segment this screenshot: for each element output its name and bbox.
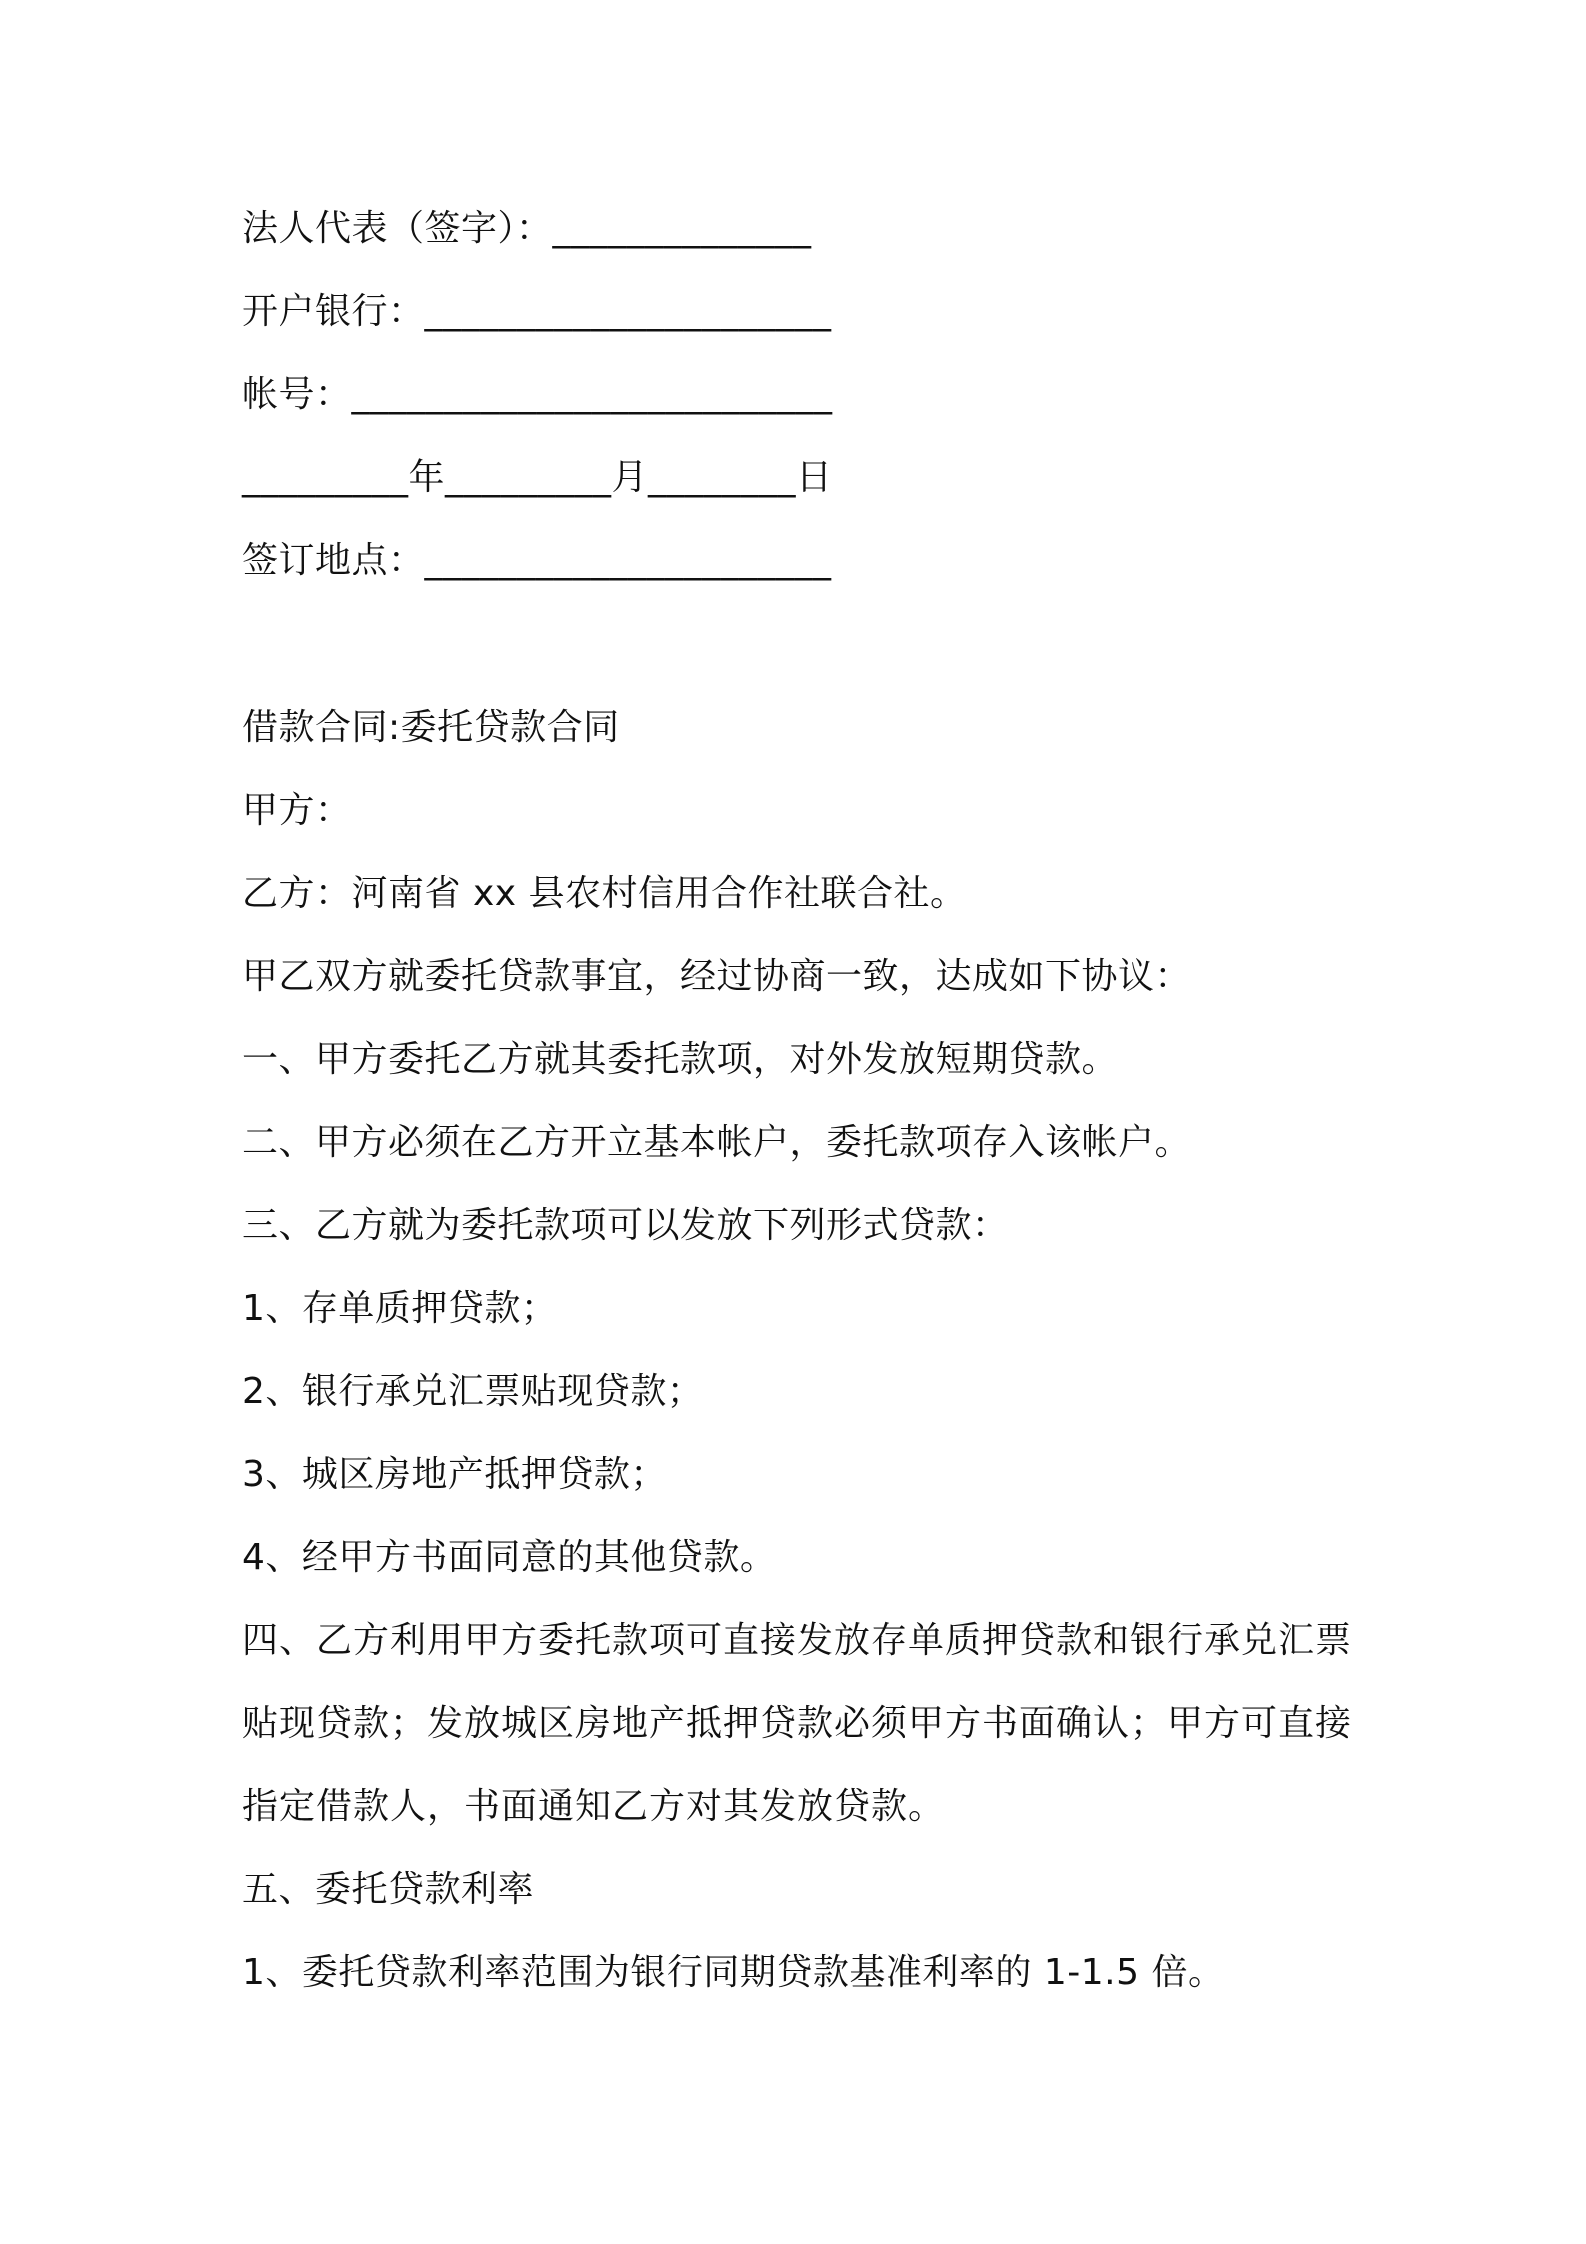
clause-3-item: 2、银行承兑汇票贴现贷款； [242,1371,704,1412]
clause-3: 三、乙方就为委托款项可以发放下列形式贷款： [242,1205,1009,1246]
account-number-line: 帐号：__________________________ [242,374,833,415]
party-b-line: 乙方：河南省 xx 县农村信用合作社联合社。 [242,873,967,914]
clause-3-item: 3、城区房地产抵押贷款； [242,1454,667,1495]
legal-representative-signature-line: 法人代表（签字）：______________ [242,208,812,249]
agreement-intro: 甲乙双方就委托贷款事宜，经过协商一致，达成如下协议： [242,956,1192,997]
signing-place-line: 签订地点：______________________ [242,540,832,581]
contract-title: 借款合同:委托贷款合同 [242,707,620,748]
clause-4: 四、乙方利用甲方委托款项可直接发放存单质押贷款和银行承兑汇票贴现贷款；发放城区房地产抵押贷款必须甲方书面确认；甲方可直接指定借款人，书面通知乙方对其发放贷款。 [242,1620,1353,1827]
clause-1: 一、甲方委托乙方就其委托款项，对外发放短期贷款。 [242,1039,1119,1080]
party-a-line: 甲方： [242,790,352,831]
clause-3-item: 1、存单质押贷款； [242,1288,558,1329]
clause-5-item: 1、委托贷款利率范围为银行同期贷款基准利率的 1-1.5 倍。 [242,1952,1225,1993]
date-line: _________年_________月________日 [242,457,833,498]
clause-3-item: 4、经甲方书面同意的其他贷款。 [242,1537,777,1578]
clause-2: 二、甲方必须在乙方开立基本帐户，委托款项存入该帐户。 [242,1122,1192,1163]
clause-5-heading: 五、委托贷款利率 [242,1869,535,1910]
bank-line: 开户银行：______________________ [242,291,832,332]
